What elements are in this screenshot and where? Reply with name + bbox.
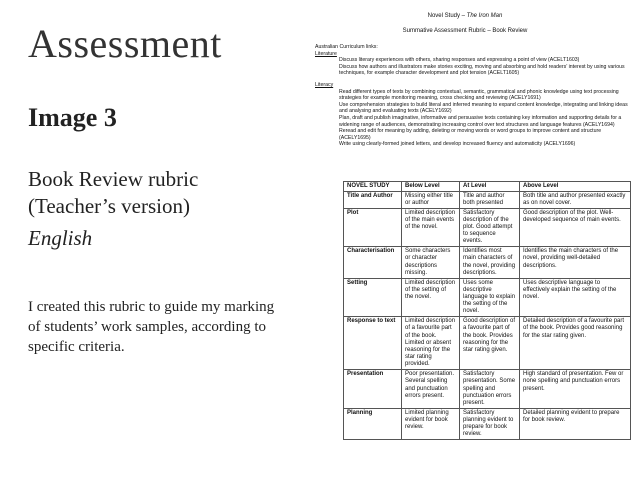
subject-label: English	[28, 226, 93, 250]
novel-title: The Iron Man	[466, 13, 503, 19]
document-header	[292, 13, 638, 19]
literacy-item: Plan, draft and publish imaginative, informative and persuasive texts containing key information and supporting details for a widening range of audiences, demonstrating increasing control over text structures and language features (ACELY1694)	[339, 114, 622, 128]
header-line: Novel Study –	[427, 13, 465, 19]
criterion-cell: Presentation	[344, 370, 402, 409]
table-row	[344, 191, 631, 208]
header-cell: NOVEL STUDY	[344, 182, 402, 192]
header-cell: At Level	[460, 182, 520, 192]
table-row	[344, 208, 631, 247]
table-cell: High standard of presentation. Few or none spelling and punctuation errors present.	[520, 370, 631, 409]
table-cell: Both title and author presented exactly as on novel cover.	[520, 191, 631, 208]
literacy-item: Use comprehension strategies to build literal and inferred meaning to expand content knowledge, integrating and linking ideas and analysing and evaluating texts (ACELY1692)	[339, 101, 628, 115]
criterion-cell: Characterisation	[344, 247, 402, 278]
header-cell: Above Level	[520, 182, 631, 192]
rubric-table	[343, 181, 631, 440]
table-cell: Limited description of the main events of the novel.	[402, 208, 460, 247]
criterion-cell: Title and Author	[344, 191, 402, 208]
table-row	[344, 409, 631, 440]
table-cell: Limited description of the setting of the novel.	[402, 278, 460, 317]
literature-label: Literature	[315, 50, 337, 57]
table-cell: Missing either title or author	[402, 191, 460, 208]
criterion-cell: Plot	[344, 208, 402, 247]
table-cell: Identifies most main characters of the novel, providing descriptions.	[460, 247, 520, 278]
table-cell: Poor presentation. Several spelling and punctuation errors present.	[402, 370, 460, 409]
table-row	[344, 370, 631, 409]
table-cell: Satisfactory presentation. Some spelling and punctuation errors present.	[460, 370, 520, 409]
table-header-row	[344, 182, 631, 192]
table-row	[344, 247, 631, 278]
slide-title: Assessment	[28, 21, 222, 66]
slide-note: I created this rubric to guide my marking of students’ work samples, according to specific criteria.	[28, 299, 275, 355]
table-cell: Uses descriptive language to effectively explain the setting of the novel.	[520, 278, 631, 317]
table-cell: Identifies the main characters of the novel, providing well-detailed descriptions.	[520, 247, 631, 278]
rubric-name: Book Review rubric (Teacher’s version)	[28, 167, 199, 218]
curriculum-links	[315, 44, 633, 148]
table-cell: Satisfactory description of the plot. Good attempt to sequence events.	[460, 208, 520, 247]
document-subheader: Summative Assessment Rubric – Book Review	[402, 28, 528, 34]
curriculum-heading: Australian Curriculum links:	[315, 44, 378, 50]
table-row	[344, 317, 631, 370]
literature-item: Discuss literary experiences with others, sharing responses and expressing a point of view (ACELT1603)	[339, 57, 580, 64]
table-cell: Limited planning evident for book review.	[402, 409, 460, 440]
slide-subtitle: Image 3	[28, 103, 117, 132]
table-cell: Detailed planning evident to prepare for book review.	[520, 409, 631, 440]
table-cell: Satisfactory planning evident to prepare for book review.	[460, 409, 520, 440]
criterion-cell: Planning	[344, 409, 402, 440]
table-row	[344, 278, 631, 317]
criterion-cell: Setting	[344, 278, 402, 317]
slide-text-panel	[0, 0, 290, 479]
criterion-cell: Response to text	[344, 317, 402, 370]
table-cell: Title and author both presented	[460, 191, 520, 208]
table-cell: Some characters or character descriptions missing.	[402, 247, 460, 278]
literacy-item: Read different types of texts by combining contextual, semantic, grammatical and phonic knowledge using text processing strategies for example monitoring meaning, cross checking and reviewing (ACELY1691)	[339, 88, 619, 102]
table-cell: Detailed description of a favourite part of the book. Provides good reasoning for the star rating given.	[520, 317, 631, 370]
table-cell: Uses some descriptive language to explain the setting of the novel.	[460, 278, 520, 317]
header-cell: Below Level	[402, 182, 460, 192]
table-cell: Good description of the plot. Well-developed sequence of main events.	[520, 208, 631, 247]
table-cell: Good description of a favourite part of the book. Provides reasoning for the star rating given.	[460, 317, 520, 370]
literature-item: Discuss how authors and illustrators make stories exciting, moving and absorbing and hold readers’ interest by using various techniques, for example character development and plot tension (ACELT1605)	[339, 63, 625, 77]
literacy-item: Write using clearly-formed joined letters, and develop increased fluency and automaticity (ACELY1696)	[339, 141, 576, 148]
table-cell: Limited description of a favourite part of the book. Limited or absent reasoning for the star rating provided.	[402, 317, 460, 370]
rubric-document	[292, 0, 638, 479]
literacy-label: Literacy	[315, 81, 334, 88]
literacy-item: Reread and edit for meaning by adding, deleting or moving words or word groups to improve content and structure (ACELY1695)	[339, 128, 602, 141]
